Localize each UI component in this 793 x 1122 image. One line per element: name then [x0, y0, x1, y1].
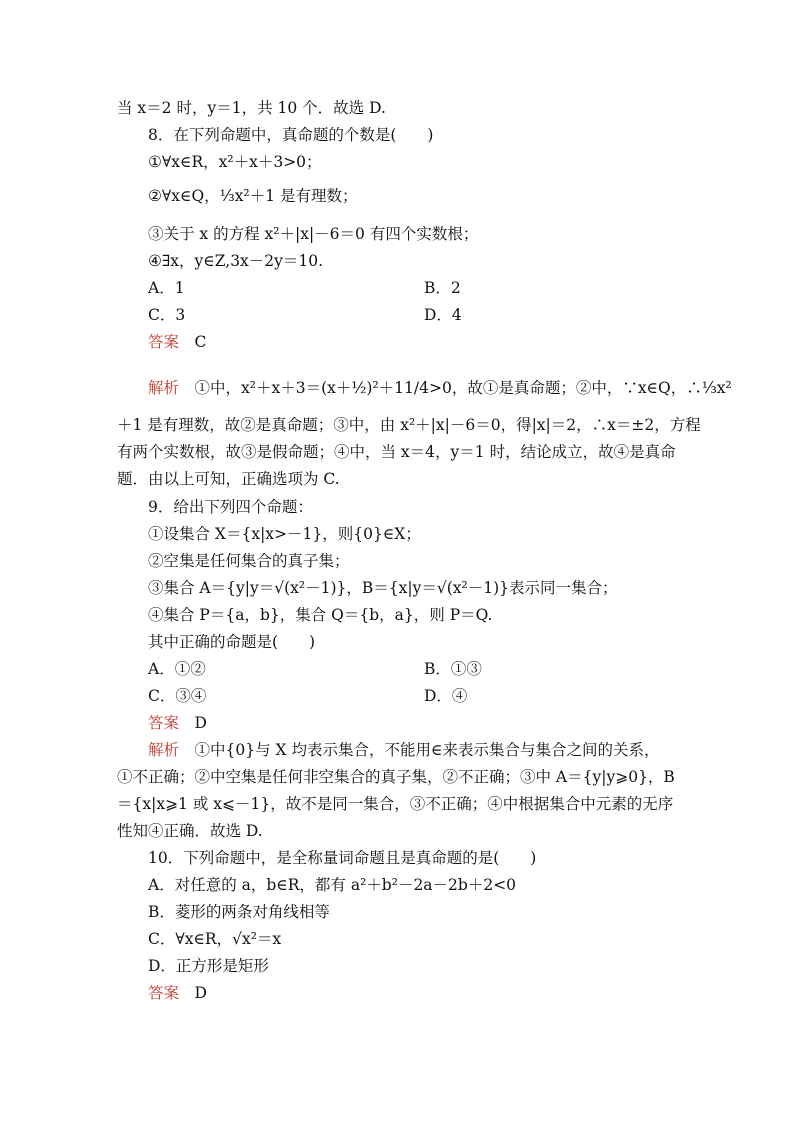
option-a: A．对任意的 a，b∈R，都有 a²＋b²－2a－2b＋2<0 — [148, 876, 517, 894]
analysis-line: 有两个实数根，故③是假命题；④中，当 x＝4，y＝1 时，结论成立，故④是真命 — [117, 443, 676, 461]
option-d: D．④ — [424, 687, 468, 705]
answer-value: D — [194, 984, 207, 1002]
option-b: B．①③ — [424, 660, 482, 678]
answer-label: 答案 — [148, 714, 180, 732]
statement: ④∃x，y∈Z,3x－2y＝10. — [148, 252, 324, 270]
analysis-text: ①中，x²＋x＋3＝(x＋½)²＋11/4>0，故①是真命题；②中，∵x∈Q，∴⅓x² — [194, 379, 732, 397]
answer-row — [148, 983, 207, 1003]
option-c: C．3 — [148, 306, 186, 324]
statement: ②∀x∈Q，⅓x²＋1 是有理数； — [148, 187, 358, 205]
analysis-label: 解析 — [148, 741, 180, 759]
statement: ④集合 P＝{a，b}，集合 Q＝{b，a}，则 P＝Q. — [148, 606, 493, 624]
option-a: A．①② — [148, 660, 206, 678]
statement: ③关于 x 的方程 x²＋|x|－6＝0 有四个实数根； — [148, 225, 479, 243]
question-prompt: 其中正确的命题是( ) — [148, 633, 316, 651]
analysis-text: ①中{0}与 X 均表示集合，不能用∈来表示集合与集合之间的关系， — [194, 741, 660, 759]
question-10: 10．下列命题中，是全称量词命题且是真命题的是( ) — [148, 849, 537, 867]
option-b: B．2 — [424, 279, 461, 297]
answer-label: 答案 — [148, 333, 180, 351]
question-8: 8．在下列命题中，真命题的个数是( ) — [148, 126, 434, 144]
statement: ③集合 A＝{y|y＝√(x²－1)}，B＝{x|y＝√(x²－1)}表示同一集合； — [148, 579, 618, 597]
analysis-line: ＋1 是有理数，故②是真命题；③中，由 x²＋|x|－6＝0，得|x|＝2，∴x＝±2，方程 — [117, 416, 701, 434]
answer-value: C — [194, 333, 207, 351]
question-9: 9．给出下列四个命题： — [148, 498, 313, 516]
analysis-line: ＝{x|x⩾1 或 x⩽－1}，故不是同一集合，③不正确；④中根据集合中元素的无序 — [117, 795, 674, 813]
option-a: A．1 — [148, 279, 185, 297]
option-d: D．正方形是矩形 — [148, 957, 269, 975]
answer-row — [148, 713, 207, 733]
analysis-line: 性知④正确．故选 D. — [117, 822, 263, 840]
analysis-line: 题．由以上可知，正确选项为 C. — [117, 470, 340, 488]
analysis-label: 解析 — [148, 379, 180, 397]
analysis-row — [148, 378, 732, 398]
statement: ②空集是任何集合的真子集； — [148, 552, 350, 570]
answer-value: D — [194, 714, 207, 732]
statement: ①设集合 X＝{x|x>－1}，则{0}∈X； — [148, 525, 421, 543]
option-d: D．4 — [424, 306, 462, 324]
option-b: B．菱形的两条对角线相等 — [148, 903, 330, 921]
option-c: C．∀x∈R，√x²＝x — [148, 930, 282, 948]
option-c: C．③④ — [148, 687, 207, 705]
statement: ①∀x∈R，x²＋x＋3>0； — [148, 153, 322, 171]
answer-row — [148, 332, 206, 352]
analysis-line: ①不正确；②中空集是任何非空集合的真子集，②不正确；③中 A＝{y|y⩾0}，B — [117, 768, 675, 786]
analysis-row — [148, 740, 659, 760]
answer-label: 答案 — [148, 984, 180, 1002]
text-line: 当 x＝2 时，y＝1，共 10 个．故选 D. — [117, 99, 386, 117]
